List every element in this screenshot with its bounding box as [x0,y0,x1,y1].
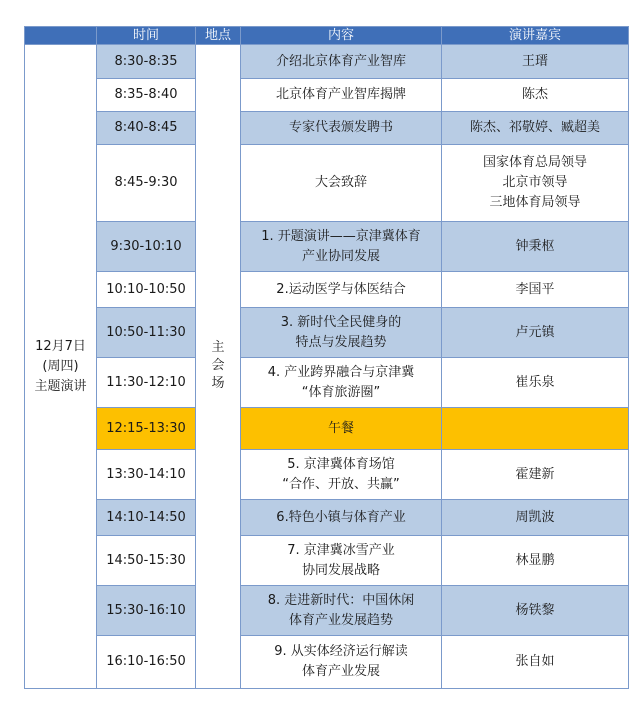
time-cell: 12:15-13:30 [97,408,196,450]
header-date-blank [25,27,97,45]
speaker-cell: 霍建新 [442,450,629,500]
time-cell: 11:30-12:10 [97,358,196,408]
time-cell: 8:45-9:30 [97,145,196,222]
content-cell: 大会致辞 [241,145,442,222]
schedule-row [25,145,629,222]
content-cell: 6.特色小镇与体育产业 [241,500,442,536]
content-cell: 午餐 [241,408,442,450]
location-cell [196,45,241,689]
schedule-row [25,408,629,450]
content-cell: 4. 产业跨界融合与京津冀 “体育旅游圈” [241,358,442,408]
speaker-cell: 陈杰 [442,79,629,112]
speaker-cell [442,408,629,450]
content-cell: 2.运动医学与体医结合 [241,272,442,308]
schedule-body [25,45,629,689]
date-line2: (周四) [42,358,79,374]
time-cell: 8:30-8:35 [97,45,196,79]
time-cell: 8:35-8:40 [97,79,196,112]
schedule-row [25,536,629,586]
speaker-cell: 李国平 [442,272,629,308]
speaker-cell: 王瑨 [442,45,629,79]
speaker-cell: 钟秉枢 [442,222,629,272]
time-cell: 10:10-10:50 [97,272,196,308]
content-cell: 8. 走进新时代：中国休闲 体育产业发展趋势 [241,586,442,636]
header-location: 地点 [196,27,241,45]
content-cell: 9. 从实体经济运行解读 体育产业发展 [241,636,442,689]
speaker-cell: 崔乐泉 [442,358,629,408]
date-line1: 12月7日 [35,338,86,354]
speaker-cell: 杨铁黎 [442,586,629,636]
schedule-row [25,222,629,272]
time-cell: 10:50-11:30 [97,308,196,358]
speaker-cell: 陈杰、祁敬婷、臧超美 [442,112,629,145]
date-cell [25,45,97,689]
content-cell: 专家代表颁发聘书 [241,112,442,145]
schedule-row [25,112,629,145]
time-cell: 14:10-14:50 [97,500,196,536]
time-cell: 16:10-16:50 [97,636,196,689]
speaker-cell: 国家体育总局领导 北京市领导 三地体育局领导 [442,145,629,222]
schedule-row [25,308,629,358]
schedule-row [25,272,629,308]
schedule-row [25,500,629,536]
schedule-row [25,79,629,112]
content-cell: 7. 京津冀冰雪产业 协同发展战略 [241,536,442,586]
header-content: 内容 [241,27,442,45]
schedule-table [24,26,629,689]
time-cell: 14:50-15:30 [97,536,196,586]
content-cell: 5. 京津冀体育场馆 “合作、开放、共赢” [241,450,442,500]
header-speaker: 演讲嘉宾 [442,27,629,45]
speaker-cell: 卢元镇 [442,308,629,358]
speaker-cell: 张自如 [442,636,629,689]
time-cell: 13:30-14:10 [97,450,196,500]
table-header-row [25,27,629,45]
content-cell: 介绍北京体育产业智库 [241,45,442,79]
schedule-row [25,358,629,408]
speaker-cell: 林显鹏 [442,536,629,586]
content-cell: 北京体育产业智库揭牌 [241,79,442,112]
schedule-row [25,45,629,79]
time-cell: 8:40-8:45 [97,112,196,145]
content-cell: 3. 新时代全民健身的 特点与发展趋势 [241,308,442,358]
schedule-row [25,586,629,636]
time-cell: 15:30-16:10 [97,586,196,636]
header-time: 时间 [97,27,196,45]
schedule-row [25,450,629,500]
location-label: 主会场 [211,340,225,391]
schedule-row [25,636,629,689]
speaker-cell: 周凯波 [442,500,629,536]
time-cell: 9:30-10:10 [97,222,196,272]
date-line3: 主题演讲 [34,378,87,394]
content-cell: 1. 开题演讲——京津冀体育 产业协同发展 [241,222,442,272]
